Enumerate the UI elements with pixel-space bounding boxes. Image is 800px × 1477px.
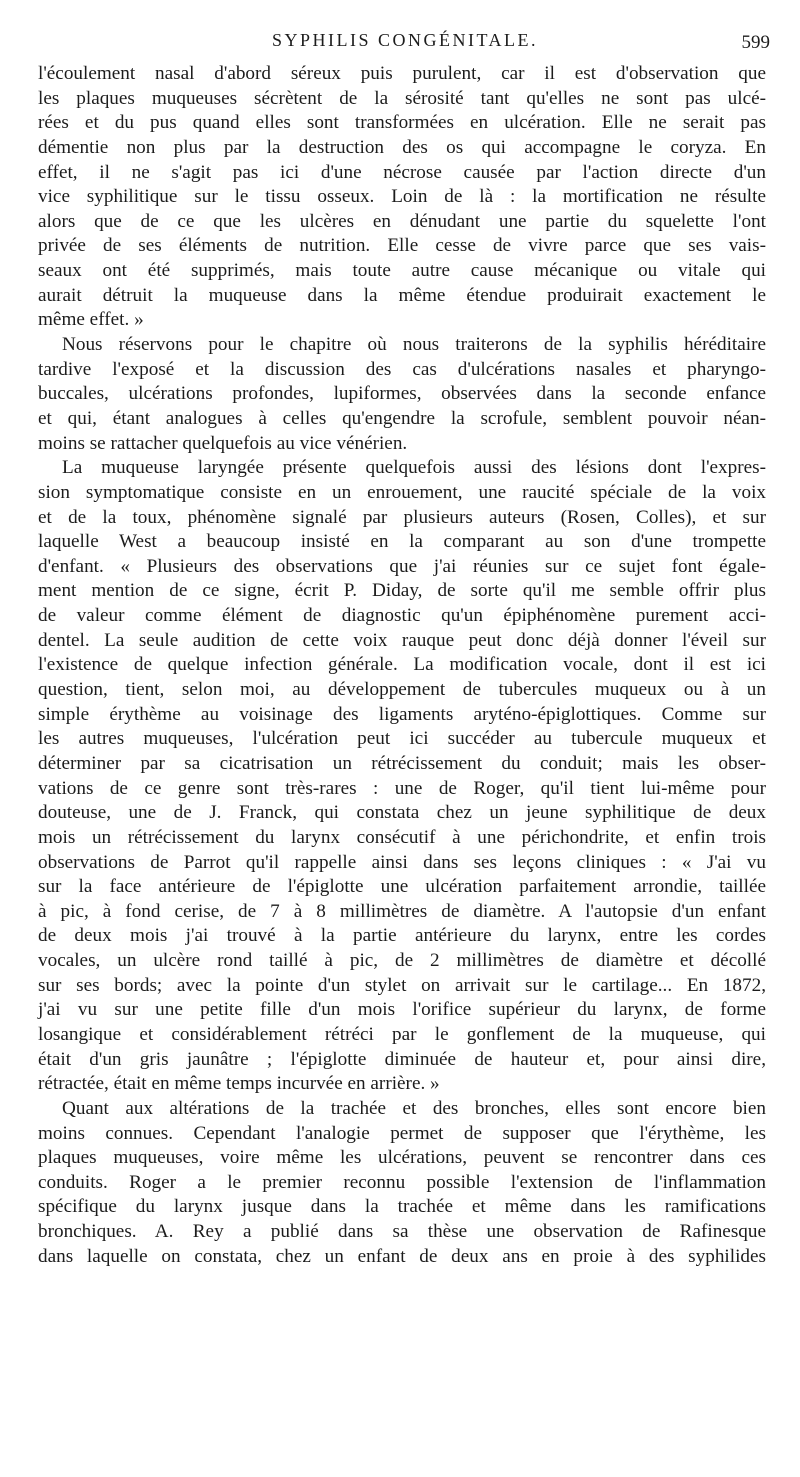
text-line: aurait détruit la muqueuse dans la même étendue produirait exactement le <box>38 284 766 306</box>
text-line: sur ses bords; avec la pointe d'un stylet on arrivait sur le cartilage... En 1872, <box>38 974 766 996</box>
text-line: l'existence de quelque infection générale. La modification vocale, dont il est ici <box>38 654 766 676</box>
text-line: mois un rétrécissement du larynx consécutif à une périchondrite, et enfin trois <box>38 826 766 848</box>
text-line: et qui, étant analogues à celles qu'engendre la scrofule, semblent pouvoir néan- <box>38 407 766 429</box>
text-line: déterminer par sa cicatrisation un rétrécissement du conduit; mais les obser- <box>38 752 766 774</box>
text-line: les plaques muqueuses sécrètent de la sérosité tant qu'elles ne sont pas ulcé- <box>38 87 766 109</box>
text-line: les autres muqueuses, l'ulcération peut ici succéder au tubercule muqueux et <box>38 728 766 750</box>
text-line: dans laquelle on constata, chez un enfant de deux ans en proie à des syphilides <box>38 1245 766 1267</box>
text-line: sion symptomatique consiste en un enrouement, une raucité spéciale de la voix <box>38 481 766 503</box>
text-line: bronchiques. A. Rey a publié dans sa thèse une observation de Rafinesque <box>38 1221 766 1243</box>
text-line: démentie non plus par la destruction des os qui accompagne le coryza. En <box>38 136 766 158</box>
text-line: douteuse, une de J. Franck, qui constata chez un jeune syphilitique de deux <box>38 802 766 824</box>
text-line: moins se rattacher quelquefois au vice vénérien. <box>38 432 408 454</box>
text-line: plaques muqueuses, voire même les ulcérations, peuvent se rencontrer dans ces <box>38 1147 766 1169</box>
text-line: laquelle West a beaucoup insisté en la comparant au son d'une trompette <box>38 531 766 553</box>
text-line: et de la toux, phénomène signalé par plusieurs auteurs (Rosen, Colles), et sur <box>38 506 766 528</box>
text-line: observations de Parrot qu'il rappelle ainsi dans ses leçons cliniques : « J'ai vu <box>38 851 766 873</box>
text-line: rées et du pus quand elles sont transformées en ulcération. Elle ne serait pas <box>38 112 766 134</box>
text-line: conduits. Roger a le premier reconnu possible l'extension de l'inflammation <box>38 1171 766 1193</box>
text-line: privée de ses éléments de nutrition. Elle cesse de vivre parce que ses vais- <box>38 235 766 257</box>
text-line: l'écoulement nasal d'abord séreux puis purulent, car il est d'observation que <box>38 63 766 84</box>
text-line: vations de ce genre sont très-rares : une de Roger, qu'il tient lui-même pour <box>38 777 766 799</box>
text-line: buccales, ulcérations profondes, lupiformes, observées dans la seconde enfance <box>38 383 766 405</box>
text-line: La muqueuse laryngée présente quelquefois aussi des lésions dont l'expres- <box>62 457 766 479</box>
text-line: tardive l'exposé et la discussion des cas d'ulcérations nasales et pharyngo- <box>38 358 766 380</box>
text-line: à pic, à fond cerise, de 7 à 8 millimètres de diamètre. A l'autopsie d'un enfant <box>38 900 766 922</box>
text-line: ment mention de ce signe, écrit P. Diday, de sorte qu'il me semble offrir plus <box>38 580 766 602</box>
running-title: SYPHILIS CONGÉNITALE. <box>271 30 539 50</box>
text-line: j'ai vu sur une petite fille d'un mois l'orifice supérieur du larynx, de forme <box>38 999 766 1021</box>
text-line: sur la face antérieure de l'épiglotte une ulcération parfaitement arrondie, taillée <box>38 876 766 898</box>
text-line: dentel. La seule audition de cette voix rauque peut donc déjà donner l'éveil sur <box>38 629 766 651</box>
text-line: vice syphilitique sur le tissu osseux. Loin de là : la mortification ne résulte <box>38 186 766 208</box>
text-line: de valeur comme élément de diagnostic qu'un épiphénomène purement acci- <box>38 605 766 627</box>
body-text <box>38 62 766 1269</box>
text-line: seaux ont été supprimés, mais toute autre cause mécanique ou vitale qui <box>38 260 766 282</box>
text-line: moins connues. Cependant l'analogie permet de supposer que l'érythème, les <box>38 1122 766 1144</box>
text-line: vocales, un ulcère rond taillé à pic, de 2 millimètres de diamètre et décollé <box>38 950 766 972</box>
text-line: effet, il ne s'agit pas ici d'une nécrose causée par l'action directe d'un <box>38 161 766 183</box>
text-line: Quant aux altérations de la trachée et des bronches, elles sont encore bien <box>62 1097 766 1119</box>
paragraph <box>38 62 766 333</box>
text-line: même effet. » <box>38 309 144 331</box>
text-line: de deux mois j'ai trouvé à la partie antérieure du larynx, entre les cordes <box>38 925 766 947</box>
text-line: spécifique du larynx jusque dans la trachée et même dans les ramifications <box>38 1196 766 1218</box>
text-line: simple érythème au voisinage des ligaments aryténo-épiglottiques. Comme sur <box>38 703 766 725</box>
text-line: alors que de ce que les ulcères en dénudant une partie du squelette l'ont <box>38 210 766 232</box>
paragraph <box>38 333 766 456</box>
page-number: 599 <box>741 32 770 53</box>
text-line: question, tient, selon moi, au développement de tubercules muqueux ou à un <box>38 679 766 701</box>
text-line: rétractée, était en même temps incurvée en arrière. » <box>38 1073 440 1095</box>
paragraph <box>38 1097 766 1269</box>
text-line: losangique et considérablement rétréci par le gonflement de la muqueuse, qui <box>38 1023 766 1045</box>
running-head <box>40 30 770 58</box>
text-line: Nous réservons pour le chapitre où nous traiterons de la syphilis héréditaire <box>62 334 766 356</box>
paragraph <box>38 456 766 1097</box>
text-line: d'enfant. « Plusieurs des observations que j'ai réunies sur ce sujet font égale- <box>38 555 766 577</box>
text-line: était d'un gris jaunâtre ; l'épiglotte diminuée de hauteur et, pour ainsi dire, <box>38 1048 766 1070</box>
